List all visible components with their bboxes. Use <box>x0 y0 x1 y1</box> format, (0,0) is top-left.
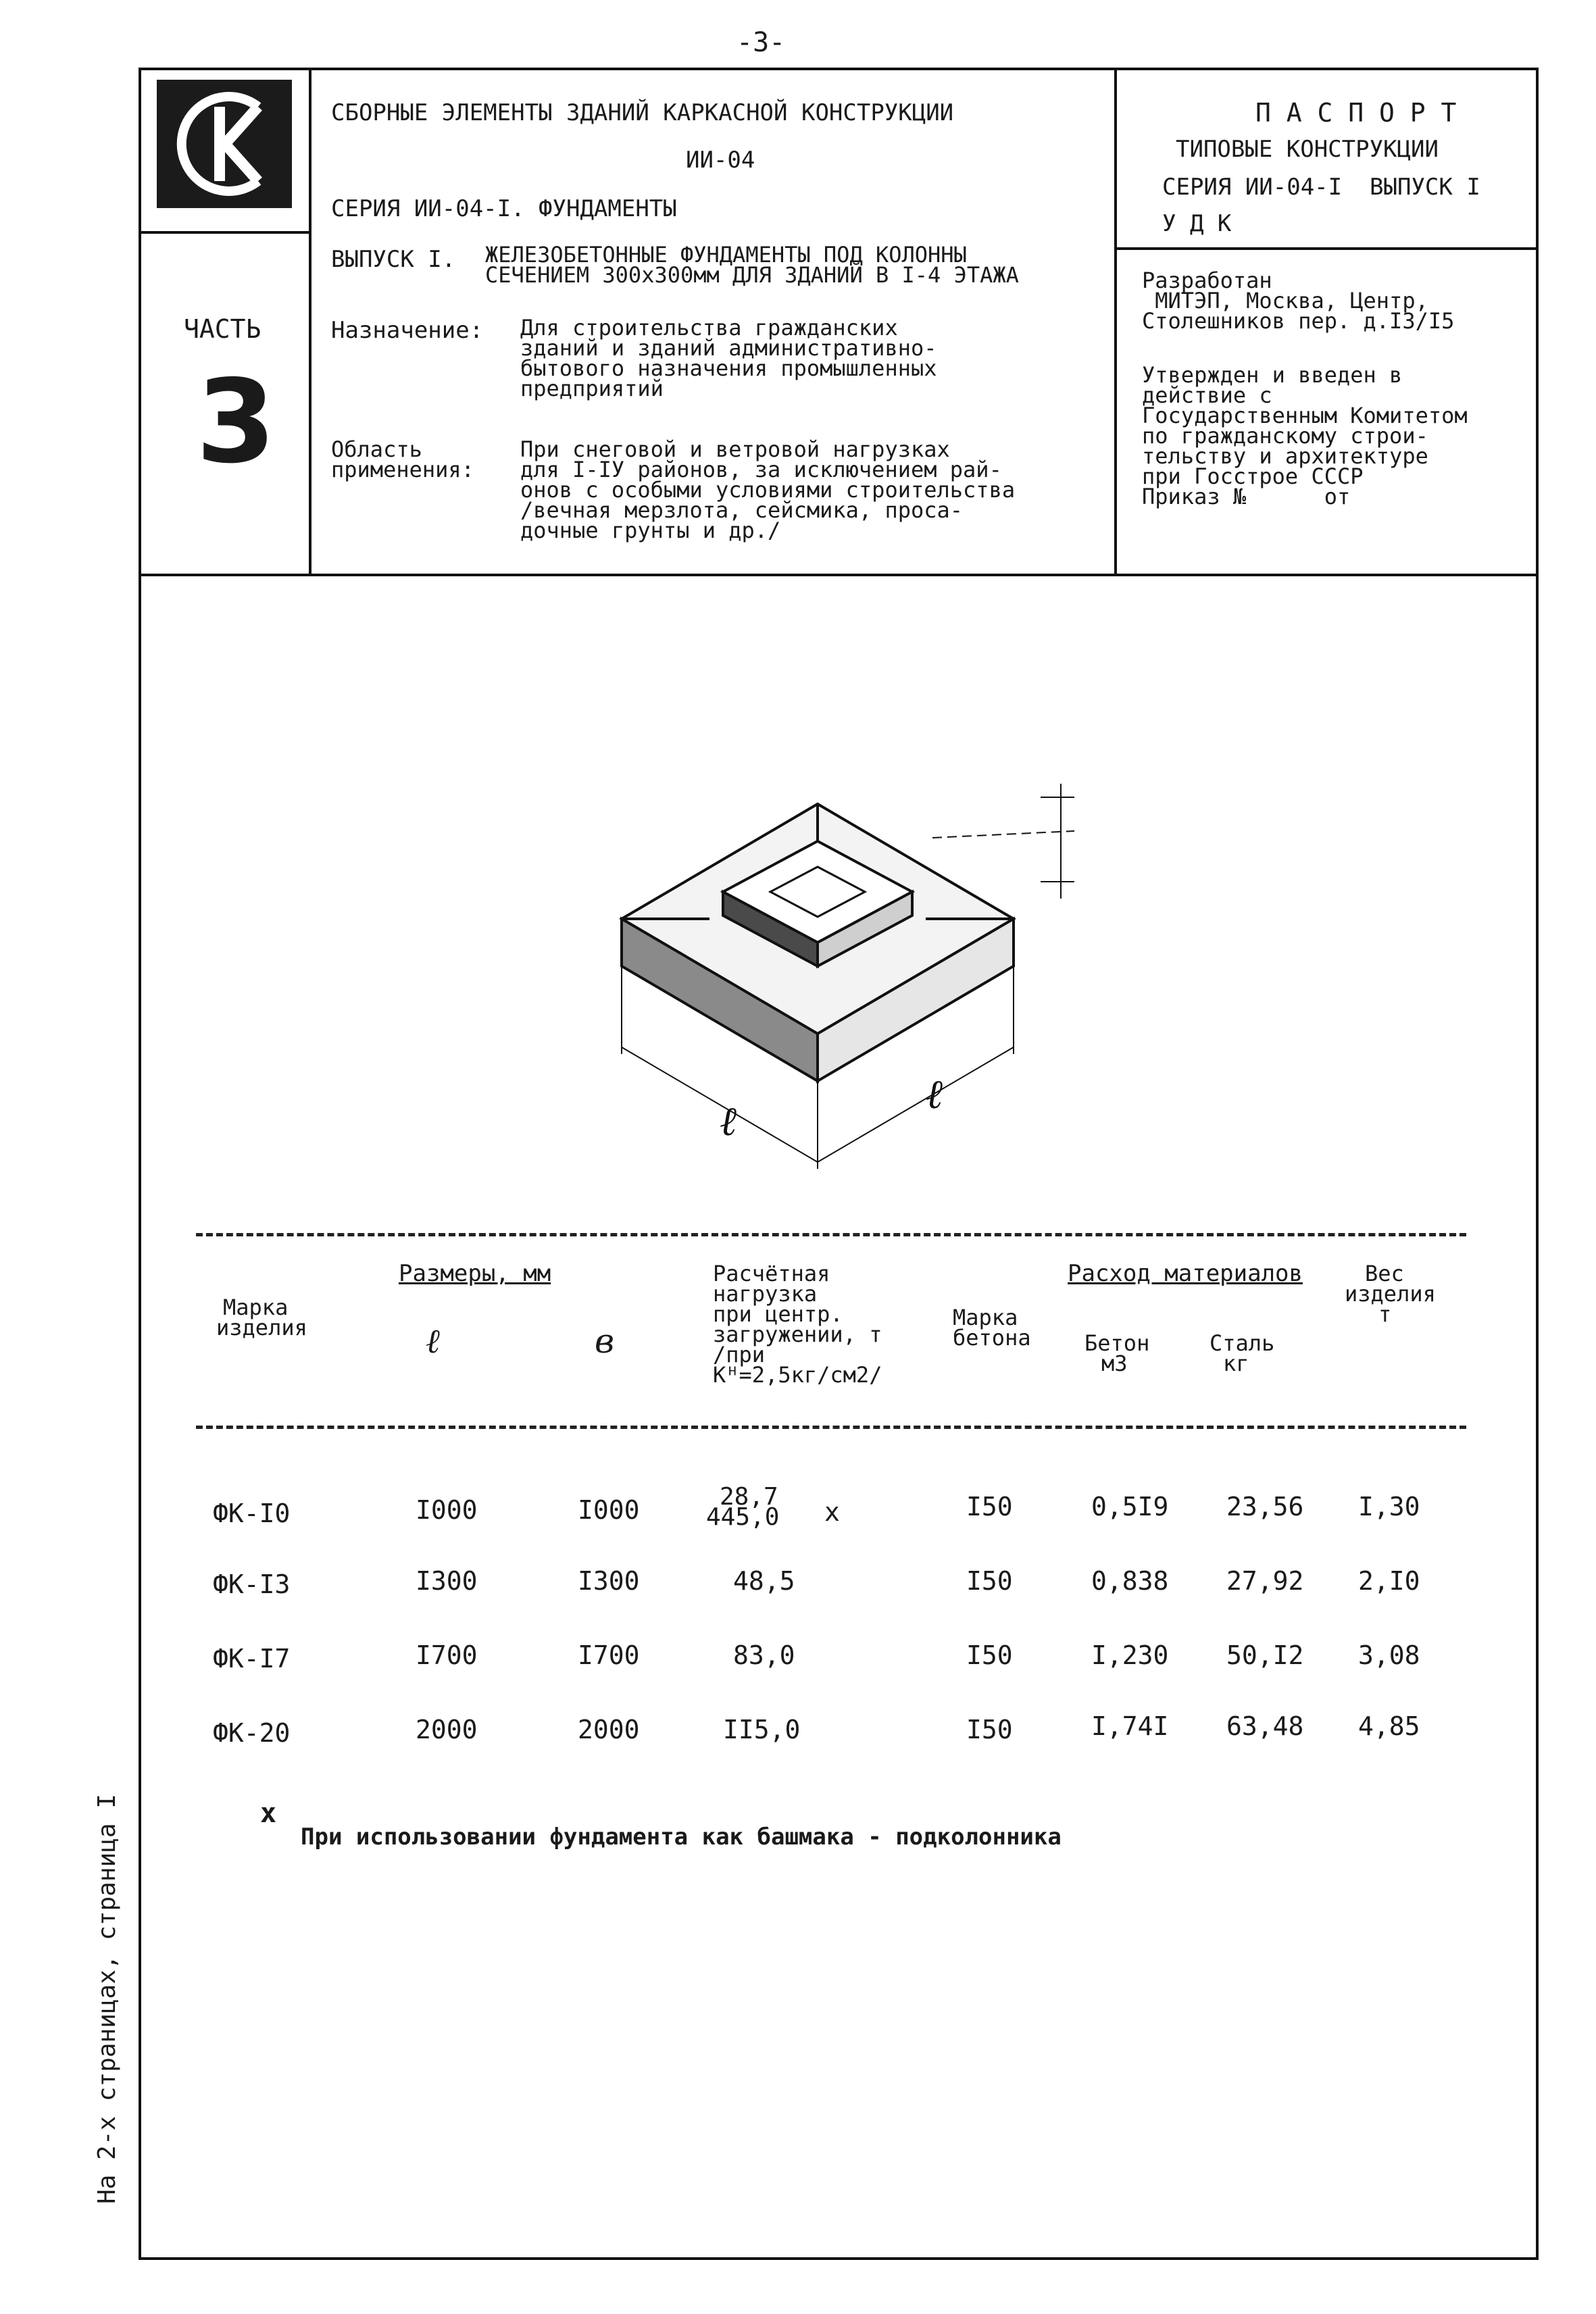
col-materials: Расход материалов <box>1068 1260 1303 1287</box>
row2-mark: ФК-I3 <box>213 1569 291 1599</box>
purpose-line-3: бытового назначения промышленных <box>520 355 937 381</box>
scope-line-5: дочные грунты и др./ <box>520 518 781 543</box>
row1-weight: I,30 <box>1358 1492 1420 1521</box>
row4-load: II5,0 <box>723 1715 801 1744</box>
issue-line-1: ЖЕЛЕЗОБЕТОННЫЕ ФУНДАМЕНТЫ ПОД КОЛОННЫ <box>485 242 967 268</box>
col-load-2: нагрузка <box>713 1281 818 1307</box>
issue-line-2: СЕЧЕНИЕМ 300х300мм ДЛЯ ЗДАНИЙ В I-4 ЭТАЖА <box>485 262 1019 288</box>
row2-load: 48,5 <box>733 1566 795 1596</box>
purpose-line-2: зданий и зданий административно- <box>520 335 937 361</box>
part-label: ЧАСТЬ <box>184 314 261 344</box>
row1-load-note: x <box>824 1497 840 1527</box>
purpose-line-4: предприятий <box>520 376 664 401</box>
row1-steel: 23,56 <box>1226 1492 1304 1521</box>
scope-label-1: Область <box>331 436 422 462</box>
row4-b: 2000 <box>578 1715 640 1744</box>
col-concrete-1: Бетон <box>1084 1330 1150 1356</box>
row2-b: I300 <box>578 1566 640 1596</box>
side-note: На 2-х страницах, страница I <box>93 1794 121 2204</box>
header-code: ИИ-04 <box>686 147 755 174</box>
row1-l: I000 <box>416 1495 478 1525</box>
issue-label: ВЫПУСК I. <box>331 246 456 273</box>
approved-line-1: Утвержден и введен в <box>1142 362 1403 388</box>
approved-line-5: тельству и архитектуре <box>1142 443 1428 469</box>
dim-left-label: ℓ <box>720 1098 737 1145</box>
row2-concrete: 0,838 <box>1091 1566 1169 1596</box>
row3-l: I700 <box>416 1640 478 1670</box>
col-load-6: Kᴴ=2,5кг/см2/ <box>713 1362 882 1388</box>
part-number: 3 <box>196 355 276 489</box>
approved-line-2: действие с <box>1142 382 1272 408</box>
col-mark-1: Марка <box>223 1294 289 1320</box>
row3-mark: ФК-I7 <box>213 1644 291 1674</box>
col-weight-1: Вес <box>1365 1261 1404 1286</box>
approved-line-6: при Госстрое СССР <box>1142 463 1364 489</box>
col-concrete-2: м3 <box>1101 1351 1128 1376</box>
developed-line-2: МИТЭП, Москва, Центр, <box>1142 288 1428 313</box>
passport-typical: ТИПОВЫЕ КОНСТРУКЦИИ <box>1176 136 1439 163</box>
col-load-4: загружении, т <box>713 1322 882 1347</box>
passport-title: П А С П О Р Т <box>1255 98 1457 128</box>
scope-line-1: При снеговой и ветровой нагрузках <box>520 436 950 462</box>
row2-weight: 2,I0 <box>1358 1566 1420 1596</box>
row1-concrete: 0,5I9 <box>1091 1492 1169 1521</box>
row2-grade: I50 <box>966 1566 1013 1596</box>
row4-concrete: I,74I <box>1091 1711 1169 1741</box>
col-weight-2: изделия <box>1345 1281 1436 1307</box>
foundation-drawing <box>574 757 1128 1176</box>
passport-series: СЕРИЯ ИИ-04-I ВЫПУСК I <box>1162 174 1480 201</box>
col-load-3: при центр. <box>713 1301 843 1327</box>
col-load-1: Расчётная <box>713 1261 830 1286</box>
col-grade-1: Марка <box>953 1305 1018 1330</box>
col-load-5: /при <box>713 1342 766 1367</box>
row3-grade: I50 <box>966 1640 1013 1670</box>
page-number: -3- <box>737 27 786 58</box>
col-mark-2: изделия <box>216 1315 307 1340</box>
header-title: СБОРНЫЕ ЭЛЕМЕНТЫ ЗДАНИЙ КАРКАСНОЙ КОНСТРУКЦИИ <box>331 99 954 126</box>
row2-steel: 27,92 <box>1226 1566 1304 1596</box>
row1-load: 28,7 <box>720 1483 778 1511</box>
footnote-mark: x <box>260 1798 277 1829</box>
col-steel-2: кг <box>1223 1351 1249 1376</box>
row2-l: I300 <box>416 1566 478 1596</box>
developed-line-1: Разработан <box>1142 268 1272 293</box>
purpose-label: Назначение: <box>331 317 484 344</box>
row4-steel: 63,48 <box>1226 1711 1304 1741</box>
col-weight-3: т <box>1378 1301 1392 1327</box>
row1-grade: I50 <box>966 1492 1013 1521</box>
scope-line-3: онов с особыми условиями строительства <box>520 477 1016 503</box>
col-sizes: Размеры, мм <box>399 1260 551 1287</box>
row3-load: 83,0 <box>733 1640 795 1670</box>
row4-l: 2000 <box>416 1715 478 1744</box>
row1-mark: ФК-I0 <box>213 1499 291 1528</box>
row3-weight: 3,08 <box>1358 1640 1420 1670</box>
footnote: При использовании фундамента как башмака - подколонника <box>301 1823 1062 1851</box>
col-l: ℓ <box>426 1322 440 1361</box>
purpose-line-1: Для строительства гражданских <box>520 315 898 341</box>
row4-weight: 4,85 <box>1358 1711 1420 1741</box>
row3-steel: 50,I2 <box>1226 1640 1304 1670</box>
row3-concrete: I,230 <box>1091 1640 1169 1670</box>
product-table <box>196 1233 1466 1841</box>
scope-line-4: /вечная мерзлота, сейсмика, проса- <box>520 497 964 523</box>
passport-udk: У Д К <box>1162 210 1232 237</box>
row1-b: I000 <box>578 1495 640 1525</box>
approved-line-3: Государственным Комитетом <box>1142 403 1468 428</box>
logo-emblem-icon <box>157 80 292 208</box>
col-b: в <box>595 1322 615 1361</box>
dim-right-label: ℓ <box>926 1071 943 1118</box>
row4-grade: I50 <box>966 1715 1013 1744</box>
logo <box>157 80 292 208</box>
scope-label-2: применения: <box>331 457 474 482</box>
col-steel-1: Сталь <box>1210 1330 1275 1356</box>
scope-line-2: для I-IУ районов, за исключением рай- <box>520 457 1002 482</box>
developed-line-3: Столешников пер. д.I3/I5 <box>1142 308 1455 334</box>
header-series: СЕРИЯ ИИ-04-I. ФУНДАМЕНТЫ <box>331 195 677 222</box>
row3-b: I700 <box>578 1640 640 1670</box>
row4-mark: ФК-20 <box>213 1718 291 1748</box>
approved-line-4: по гражданскому строи- <box>1142 423 1428 449</box>
row1-load2: 445,0 <box>706 1503 780 1531</box>
approved-line-7: Приказ № от <box>1142 484 1351 509</box>
col-grade-2: бетона <box>953 1325 1031 1351</box>
